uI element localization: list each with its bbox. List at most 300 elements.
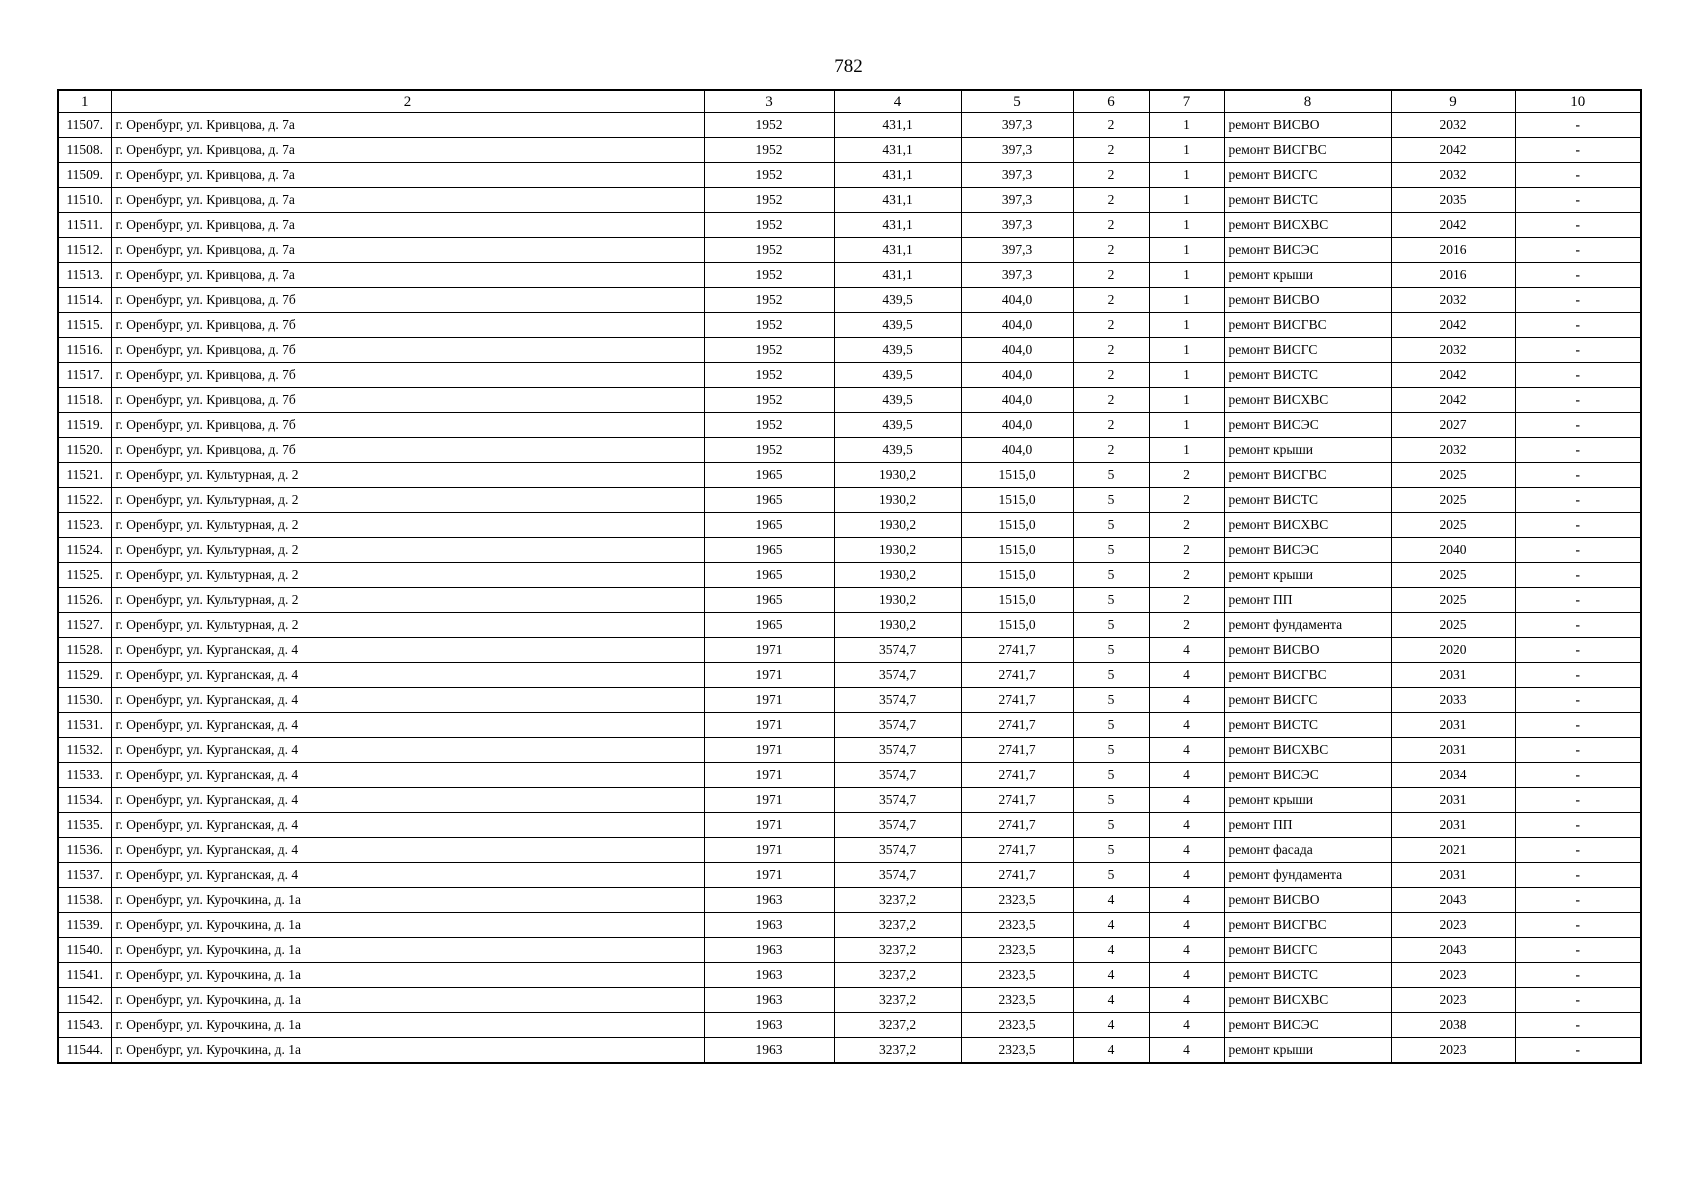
repair-schedule-table	[57, 89, 1642, 1064]
column-10-cell: -	[1515, 738, 1641, 763]
address-cell: г. Оренбург, ул. Культурная, д. 2	[111, 588, 704, 613]
column-4-cell: 431,1	[834, 113, 961, 138]
row-number-cell: 11539.	[58, 913, 111, 938]
table-row	[58, 613, 1641, 638]
column-6-cell: 4	[1073, 988, 1149, 1013]
planned-year-cell: 2042	[1391, 138, 1515, 163]
planned-year-cell: 2032	[1391, 438, 1515, 463]
planned-year-cell: 2021	[1391, 838, 1515, 863]
table-row	[58, 438, 1641, 463]
column-5-cell: 397,3	[961, 213, 1073, 238]
column-5-cell: 397,3	[961, 188, 1073, 213]
column-7-cell: 1	[1149, 138, 1224, 163]
address-cell: г. Оренбург, ул. Кривцова, д. 7а	[111, 113, 704, 138]
planned-year-cell: 2016	[1391, 263, 1515, 288]
column-6-cell: 5	[1073, 513, 1149, 538]
column-5-cell: 404,0	[961, 313, 1073, 338]
column-6-cell: 2	[1073, 413, 1149, 438]
column-4-cell: 439,5	[834, 438, 961, 463]
address-cell: г. Оренбург, ул. Курганская, д. 4	[111, 763, 704, 788]
planned-year-cell: 2023	[1391, 1038, 1515, 1064]
address-cell: г. Оренбург, ул. Кривцова, д. 7б	[111, 363, 704, 388]
work-type-cell: ремонт ВИСГВС	[1224, 463, 1391, 488]
column-10-cell: -	[1515, 288, 1641, 313]
column-7-cell: 4	[1149, 738, 1224, 763]
column-5-cell: 397,3	[961, 238, 1073, 263]
planned-year-cell: 2025	[1391, 463, 1515, 488]
work-type-cell: ремонт ВИСТС	[1224, 713, 1391, 738]
year-cell: 1963	[704, 988, 834, 1013]
table-row	[58, 863, 1641, 888]
column-5-cell: 1515,0	[961, 488, 1073, 513]
year-cell: 1952	[704, 438, 834, 463]
column-5-cell: 2741,7	[961, 738, 1073, 763]
column-10-cell: -	[1515, 463, 1641, 488]
column-7-cell: 4	[1149, 1038, 1224, 1064]
planned-year-cell: 2025	[1391, 613, 1515, 638]
table-row	[58, 763, 1641, 788]
year-cell: 1963	[704, 888, 834, 913]
table-row	[58, 413, 1641, 438]
column-7-cell: 4	[1149, 963, 1224, 988]
planned-year-cell: 2025	[1391, 488, 1515, 513]
planned-year-cell: 2025	[1391, 563, 1515, 588]
row-number-cell: 11519.	[58, 413, 111, 438]
column-5-cell: 1515,0	[961, 613, 1073, 638]
column-6-cell: 4	[1073, 1013, 1149, 1038]
row-number-cell: 11536.	[58, 838, 111, 863]
table-row	[58, 563, 1641, 588]
year-cell: 1963	[704, 938, 834, 963]
column-10-cell: -	[1515, 138, 1641, 163]
address-cell: г. Оренбург, ул. Кривцова, д. 7б	[111, 438, 704, 463]
table-row	[58, 238, 1641, 263]
row-number-cell: 11540.	[58, 938, 111, 963]
year-cell: 1952	[704, 113, 834, 138]
column-4-cell: 1930,2	[834, 588, 961, 613]
planned-year-cell: 2034	[1391, 763, 1515, 788]
row-number-cell: 11544.	[58, 1038, 111, 1064]
column-5-cell: 2741,7	[961, 688, 1073, 713]
table-row	[58, 888, 1641, 913]
year-cell: 1965	[704, 463, 834, 488]
column-10-cell: -	[1515, 988, 1641, 1013]
column-10-cell: -	[1515, 1038, 1641, 1064]
column-10-cell: -	[1515, 413, 1641, 438]
planned-year-cell: 2032	[1391, 113, 1515, 138]
column-7-cell: 1	[1149, 113, 1224, 138]
row-number-cell: 11507.	[58, 113, 111, 138]
column-7-cell: 1	[1149, 213, 1224, 238]
column-5-cell: 397,3	[961, 113, 1073, 138]
column-10-cell: -	[1515, 663, 1641, 688]
row-number-cell: 11542.	[58, 988, 111, 1013]
column-5-cell: 2323,5	[961, 1013, 1073, 1038]
address-cell: г. Оренбург, ул. Кривцова, д. 7а	[111, 238, 704, 263]
column-7-cell: 2	[1149, 563, 1224, 588]
planned-year-cell: 2027	[1391, 413, 1515, 438]
row-number-cell: 11517.	[58, 363, 111, 388]
column-6-cell: 5	[1073, 838, 1149, 863]
column-6-cell: 5	[1073, 688, 1149, 713]
column-7-cell: 4	[1149, 763, 1224, 788]
table-row	[58, 338, 1641, 363]
year-cell: 1965	[704, 513, 834, 538]
column-7-cell: 2	[1149, 588, 1224, 613]
column-6-cell: 2	[1073, 313, 1149, 338]
planned-year-cell: 2031	[1391, 663, 1515, 688]
address-cell: г. Оренбург, ул. Кривцова, д. 7а	[111, 163, 704, 188]
column-6-cell: 2	[1073, 213, 1149, 238]
column-10-cell: -	[1515, 188, 1641, 213]
planned-year-cell: 2023	[1391, 913, 1515, 938]
column-4-cell: 431,1	[834, 163, 961, 188]
row-number-cell: 11525.	[58, 563, 111, 588]
column-6-cell: 2	[1073, 438, 1149, 463]
work-type-cell: ремонт ВИСВО	[1224, 638, 1391, 663]
column-7-cell: 2	[1149, 463, 1224, 488]
column-7-cell: 1	[1149, 263, 1224, 288]
work-type-cell: ремонт ВИСТС	[1224, 963, 1391, 988]
column-header: 10	[1515, 90, 1641, 113]
work-type-cell: ремонт ВИСГВС	[1224, 313, 1391, 338]
column-6-cell: 4	[1073, 888, 1149, 913]
column-10-cell: -	[1515, 163, 1641, 188]
column-5-cell: 1515,0	[961, 538, 1073, 563]
planned-year-cell: 2035	[1391, 188, 1515, 213]
planned-year-cell: 2031	[1391, 738, 1515, 763]
work-type-cell: ремонт ВИСГВС	[1224, 913, 1391, 938]
column-6-cell: 2	[1073, 163, 1149, 188]
column-7-cell: 2	[1149, 513, 1224, 538]
planned-year-cell: 2016	[1391, 238, 1515, 263]
column-5-cell: 2741,7	[961, 663, 1073, 688]
year-cell: 1963	[704, 1038, 834, 1064]
column-10-cell: -	[1515, 638, 1641, 663]
work-type-cell: ремонт ВИСЭС	[1224, 1013, 1391, 1038]
column-header: 6	[1073, 90, 1149, 113]
table-row	[58, 838, 1641, 863]
address-cell: г. Оренбург, ул. Курганская, д. 4	[111, 638, 704, 663]
address-cell: г. Оренбург, ул. Кривцова, д. 7б	[111, 313, 704, 338]
column-7-cell: 4	[1149, 938, 1224, 963]
column-5-cell: 404,0	[961, 388, 1073, 413]
year-cell: 1971	[704, 838, 834, 863]
column-10-cell: -	[1515, 563, 1641, 588]
address-cell: г. Оренбург, ул. Курочкина, д. 1а	[111, 888, 704, 913]
address-cell: г. Оренбург, ул. Курочкина, д. 1а	[111, 988, 704, 1013]
table-row	[58, 213, 1641, 238]
work-type-cell: ремонт ВИСВО	[1224, 113, 1391, 138]
planned-year-cell: 2042	[1391, 213, 1515, 238]
column-4-cell: 3574,7	[834, 813, 961, 838]
column-6-cell: 4	[1073, 913, 1149, 938]
column-6-cell: 2	[1073, 263, 1149, 288]
column-6-cell: 4	[1073, 963, 1149, 988]
table-row	[58, 488, 1641, 513]
address-cell: г. Оренбург, ул. Кривцова, д. 7а	[111, 213, 704, 238]
year-cell: 1965	[704, 488, 834, 513]
row-number-cell: 11527.	[58, 613, 111, 638]
row-number-cell: 11528.	[58, 638, 111, 663]
year-cell: 1965	[704, 613, 834, 638]
column-6-cell: 2	[1073, 363, 1149, 388]
address-cell: г. Оренбург, ул. Курганская, д. 4	[111, 863, 704, 888]
column-4-cell: 431,1	[834, 188, 961, 213]
work-type-cell: ремонт ВИСВО	[1224, 888, 1391, 913]
table-row	[58, 788, 1641, 813]
column-7-cell: 4	[1149, 638, 1224, 663]
planned-year-cell: 2040	[1391, 538, 1515, 563]
planned-year-cell: 2031	[1391, 788, 1515, 813]
column-5-cell: 2741,7	[961, 638, 1073, 663]
column-header: 7	[1149, 90, 1224, 113]
page-number: 782	[834, 56, 863, 77]
column-4-cell: 439,5	[834, 388, 961, 413]
column-5-cell: 1515,0	[961, 563, 1073, 588]
column-4-cell: 3574,7	[834, 738, 961, 763]
row-number-cell: 11510.	[58, 188, 111, 213]
table-row	[58, 938, 1641, 963]
column-4-cell: 3574,7	[834, 663, 961, 688]
column-6-cell: 5	[1073, 613, 1149, 638]
planned-year-cell: 2042	[1391, 313, 1515, 338]
column-7-cell: 1	[1149, 313, 1224, 338]
planned-year-cell: 2023	[1391, 963, 1515, 988]
column-4-cell: 1930,2	[834, 613, 961, 638]
row-number-cell: 11508.	[58, 138, 111, 163]
column-10-cell: -	[1515, 513, 1641, 538]
address-cell: г. Оренбург, ул. Кривцова, д. 7а	[111, 263, 704, 288]
planned-year-cell: 2023	[1391, 988, 1515, 1013]
column-5-cell: 2323,5	[961, 913, 1073, 938]
planned-year-cell: 2032	[1391, 288, 1515, 313]
column-4-cell: 1930,2	[834, 563, 961, 588]
column-10-cell: -	[1515, 613, 1641, 638]
planned-year-cell: 2038	[1391, 1013, 1515, 1038]
column-header: 9	[1391, 90, 1515, 113]
column-4-cell: 1930,2	[834, 463, 961, 488]
row-number-cell: 11509.	[58, 163, 111, 188]
column-10-cell: -	[1515, 113, 1641, 138]
table-row	[58, 963, 1641, 988]
column-6-cell: 5	[1073, 563, 1149, 588]
year-cell: 1952	[704, 413, 834, 438]
header-row	[58, 90, 1641, 113]
column-7-cell: 2	[1149, 538, 1224, 563]
column-4-cell: 3574,7	[834, 638, 961, 663]
column-5-cell: 2741,7	[961, 813, 1073, 838]
column-5-cell: 2741,7	[961, 838, 1073, 863]
column-7-cell: 4	[1149, 913, 1224, 938]
work-type-cell: ремонт крыши	[1224, 438, 1391, 463]
row-number-cell: 11535.	[58, 813, 111, 838]
work-type-cell: ремонт ПП	[1224, 813, 1391, 838]
planned-year-cell: 2025	[1391, 588, 1515, 613]
address-cell: г. Оренбург, ул. Кривцова, д. 7а	[111, 138, 704, 163]
address-cell: г. Оренбург, ул. Курочкина, д. 1а	[111, 1013, 704, 1038]
column-5-cell: 404,0	[961, 413, 1073, 438]
column-header: 2	[111, 90, 704, 113]
row-number-cell: 11534.	[58, 788, 111, 813]
column-10-cell: -	[1515, 963, 1641, 988]
year-cell: 1952	[704, 388, 834, 413]
address-cell: г. Оренбург, ул. Культурная, д. 2	[111, 538, 704, 563]
year-cell: 1952	[704, 238, 834, 263]
column-7-cell: 1	[1149, 438, 1224, 463]
planned-year-cell: 2043	[1391, 888, 1515, 913]
table-row	[58, 263, 1641, 288]
work-type-cell: ремонт ПП	[1224, 588, 1391, 613]
table-row	[58, 1038, 1641, 1064]
planned-year-cell: 2025	[1391, 513, 1515, 538]
column-4-cell: 439,5	[834, 363, 961, 388]
row-number-cell: 11515.	[58, 313, 111, 338]
column-6-cell: 5	[1073, 463, 1149, 488]
table-row	[58, 738, 1641, 763]
column-4-cell: 3237,2	[834, 988, 961, 1013]
year-cell: 1952	[704, 288, 834, 313]
column-6-cell: 5	[1073, 713, 1149, 738]
column-5-cell: 404,0	[961, 338, 1073, 363]
year-cell: 1952	[704, 313, 834, 338]
work-type-cell: ремонт ВИСТС	[1224, 188, 1391, 213]
column-6-cell: 2	[1073, 338, 1149, 363]
address-cell: г. Оренбург, ул. Курочкина, д. 1а	[111, 938, 704, 963]
column-4-cell: 439,5	[834, 313, 961, 338]
address-cell: г. Оренбург, ул. Курочкина, д. 1а	[111, 963, 704, 988]
table-row	[58, 1013, 1641, 1038]
column-4-cell: 439,5	[834, 288, 961, 313]
work-type-cell: ремонт крыши	[1224, 788, 1391, 813]
year-cell: 1971	[704, 813, 834, 838]
table-row	[58, 688, 1641, 713]
row-number-cell: 11511.	[58, 213, 111, 238]
table-row	[58, 663, 1641, 688]
address-cell: г. Оренбург, ул. Курганская, д. 4	[111, 663, 704, 688]
column-7-cell: 4	[1149, 1013, 1224, 1038]
address-cell: г. Оренбург, ул. Курганская, д. 4	[111, 813, 704, 838]
column-4-cell: 3574,7	[834, 863, 961, 888]
column-5-cell: 397,3	[961, 163, 1073, 188]
row-number-cell: 11532.	[58, 738, 111, 763]
year-cell: 1965	[704, 563, 834, 588]
column-6-cell: 5	[1073, 538, 1149, 563]
row-number-cell: 11512.	[58, 238, 111, 263]
column-10-cell: -	[1515, 813, 1641, 838]
column-6-cell: 2	[1073, 113, 1149, 138]
column-10-cell: -	[1515, 888, 1641, 913]
column-10-cell: -	[1515, 338, 1641, 363]
column-6-cell: 4	[1073, 938, 1149, 963]
work-type-cell: ремонт ВИСГС	[1224, 688, 1391, 713]
column-4-cell: 1930,2	[834, 513, 961, 538]
column-6-cell: 5	[1073, 638, 1149, 663]
year-cell: 1971	[704, 863, 834, 888]
address-cell: г. Оренбург, ул. Культурная, д. 2	[111, 613, 704, 638]
year-cell: 1952	[704, 138, 834, 163]
column-7-cell: 1	[1149, 338, 1224, 363]
column-6-cell: 5	[1073, 788, 1149, 813]
column-7-cell: 4	[1149, 838, 1224, 863]
column-4-cell: 3237,2	[834, 1013, 961, 1038]
planned-year-cell: 2033	[1391, 688, 1515, 713]
column-7-cell: 2	[1149, 488, 1224, 513]
column-6-cell: 5	[1073, 738, 1149, 763]
address-cell: г. Оренбург, ул. Курганская, д. 4	[111, 838, 704, 863]
row-number-cell: 11513.	[58, 263, 111, 288]
year-cell: 1952	[704, 338, 834, 363]
column-7-cell: 4	[1149, 688, 1224, 713]
work-type-cell: ремонт ВИСГС	[1224, 938, 1391, 963]
column-4-cell: 3574,7	[834, 688, 961, 713]
table-row	[58, 113, 1641, 138]
row-number-cell: 11522.	[58, 488, 111, 513]
column-6-cell: 5	[1073, 663, 1149, 688]
planned-year-cell: 2032	[1391, 338, 1515, 363]
table-row	[58, 188, 1641, 213]
year-cell: 1952	[704, 213, 834, 238]
column-7-cell: 1	[1149, 388, 1224, 413]
column-5-cell: 1515,0	[961, 513, 1073, 538]
column-10-cell: -	[1515, 838, 1641, 863]
row-number-cell: 11520.	[58, 438, 111, 463]
column-10-cell: -	[1515, 363, 1641, 388]
row-number-cell: 11529.	[58, 663, 111, 688]
work-type-cell: ремонт ВИСХВС	[1224, 738, 1391, 763]
column-4-cell: 431,1	[834, 213, 961, 238]
row-number-cell: 11531.	[58, 713, 111, 738]
column-10-cell: -	[1515, 913, 1641, 938]
planned-year-cell: 2043	[1391, 938, 1515, 963]
work-type-cell: ремонт ВИСВО	[1224, 288, 1391, 313]
work-type-cell: ремонт ВИСТС	[1224, 363, 1391, 388]
table-row	[58, 288, 1641, 313]
row-number-cell: 11543.	[58, 1013, 111, 1038]
column-10-cell: -	[1515, 213, 1641, 238]
address-cell: г. Оренбург, ул. Курганская, д. 4	[111, 788, 704, 813]
table-row	[58, 638, 1641, 663]
column-7-cell: 4	[1149, 813, 1224, 838]
year-cell: 1971	[704, 688, 834, 713]
work-type-cell: ремонт ВИСЭС	[1224, 538, 1391, 563]
planned-year-cell: 2042	[1391, 388, 1515, 413]
column-10-cell: -	[1515, 938, 1641, 963]
planned-year-cell: 2042	[1391, 363, 1515, 388]
table-row	[58, 363, 1641, 388]
address-cell: г. Оренбург, ул. Кривцова, д. 7б	[111, 288, 704, 313]
row-number-cell: 11518.	[58, 388, 111, 413]
column-4-cell: 3237,2	[834, 913, 961, 938]
year-cell: 1965	[704, 588, 834, 613]
column-7-cell: 4	[1149, 988, 1224, 1013]
work-type-cell: ремонт ВИСЭС	[1224, 413, 1391, 438]
address-cell: г. Оренбург, ул. Культурная, д. 2	[111, 488, 704, 513]
work-type-cell: ремонт ВИСЭС	[1224, 763, 1391, 788]
column-10-cell: -	[1515, 438, 1641, 463]
column-4-cell: 439,5	[834, 413, 961, 438]
column-5-cell: 2741,7	[961, 863, 1073, 888]
column-4-cell: 3237,2	[834, 938, 961, 963]
column-4-cell: 1930,2	[834, 488, 961, 513]
column-5-cell: 2323,5	[961, 963, 1073, 988]
row-number-cell: 11533.	[58, 763, 111, 788]
work-type-cell: ремонт ВИСХВС	[1224, 513, 1391, 538]
column-5-cell: 1515,0	[961, 463, 1073, 488]
table-row	[58, 388, 1641, 413]
column-5-cell: 404,0	[961, 438, 1073, 463]
column-7-cell: 1	[1149, 238, 1224, 263]
